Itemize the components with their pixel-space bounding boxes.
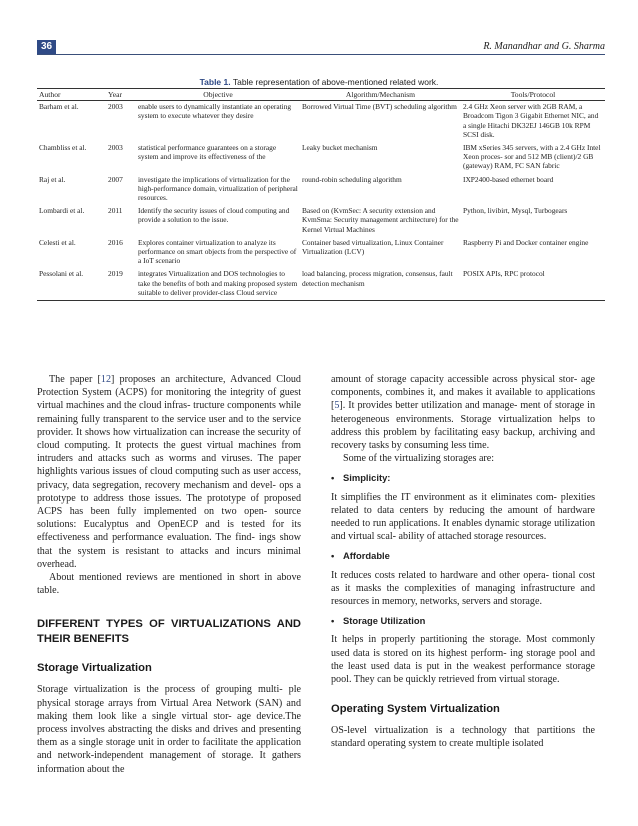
cell-algorithm: load balancing, process migration, consensus, fault detection mechanism [300, 268, 461, 300]
bullet-body: It reduces costs related to hardware and other opera- tional cost as it masks the complexities of managing infrastructure and resources in memory, networks, servers and storage. [331, 569, 595, 608]
table-row [37, 268, 605, 300]
bullet-item [331, 614, 595, 627]
cell-objective: investigate the implications of virtualization for the high-performance domain, virtualization of peripheral resources. [138, 174, 298, 203]
bullet-body: It helps in properly partitioning the storage. Most commonly used data is stored on its highest perform- ing storage pool and the least used data is put in the weakest performance storage pool. They can be quickly retrieved from virtual storage. [331, 634, 595, 686]
bullet-item [331, 549, 595, 562]
table-caption-label: Table 1. [199, 77, 231, 87]
page-number: 36 [37, 40, 56, 54]
cell-objective: Identify the security issues of cloud computing and provide a solution to the issue. [138, 206, 290, 225]
cell-algorithm: Leaky bucket mechanism [302, 143, 378, 153]
subsection-heading-os: Operating System Virtualization [331, 703, 500, 716]
subsection-heading-storage: Storage Virtualization [37, 662, 152, 675]
col-header-algorithm: Algorithm/Mechanism [300, 89, 461, 101]
reviews-paragraph: About mentioned reviews are mentioned in short in above table. [37, 572, 301, 597]
intro-list-paragraph: Some of the virtualizing storages are: [343, 453, 495, 465]
os-paragraph: OS-level virtualization is a technology that partitions the standard operating system to create multiple isolated [331, 725, 595, 750]
cell-year: 2007 [108, 174, 123, 184]
section-heading: DIFFERENT TYPES OF VIRTUALIZATIONS AND THEIR BENEFITS [37, 618, 301, 646]
cell-author: Raj et al. [39, 174, 66, 184]
text-run: The paper [ [49, 374, 101, 385]
table-row [37, 237, 605, 269]
bullet-title: Storage Utilization [343, 615, 426, 627]
related-work-table [37, 88, 605, 301]
table-caption [0, 77, 638, 87]
bullet-icon: • [331, 550, 335, 562]
right-column [331, 373, 595, 751]
cell-author: Chambliss et al. [39, 143, 87, 153]
citation-link[interactable]: 5 [334, 400, 340, 412]
cell-tools: IXP2400-based ethernet board [463, 174, 554, 184]
storage-continuation-paragraph [331, 373, 595, 452]
cell-algorithm: Borrowed Virtual Time (BVT) scheduling algorithm [302, 102, 457, 112]
running-head: R. Manandhar and G. Sharma [483, 41, 605, 52]
table-row [37, 205, 605, 237]
bullet-title: Affordable [343, 550, 390, 562]
cell-algorithm: Based on (KvmSec: A security extension and KvmSma: Security management architecture) for the Kernel Virtual Machines [302, 206, 459, 234]
cell-year: 2016 [108, 237, 123, 247]
col-header-tools: Tools/Protocol [461, 89, 605, 101]
citation-link[interactable]: 12 [100, 374, 111, 385]
table-row [37, 101, 605, 142]
cell-year: 2003 [108, 143, 123, 153]
cell-author: Celesti et al. [39, 237, 76, 247]
cell-author: Barham et al. [39, 102, 79, 112]
bullet-title: Simplicity: [343, 472, 391, 484]
left-column [37, 373, 301, 776]
col-header-author: Author [37, 89, 106, 101]
cell-objective: statistical performance guarantees on a storage system and improve its effectiveness of the [138, 143, 277, 162]
cell-tools: IBM xSeries 345 servers, with a 2.4 GHz Intel Xeon proces- sor and 512 MB (client)/2 GB (gateway) RAM, FC SAN fabric [463, 143, 601, 171]
text-run: ]. It provides better utilization and manage- ment of storage in heterogeneous environments. Storage virtualization helps to address this problem by facilitating easy backup, archiving and recovery tasks by consuming less time. [331, 400, 595, 452]
cell-objective: integrates Virtualization and DOS technologies to take the benefits of both and making proposed system suitable to deliver provider-class Cloud service [136, 268, 300, 300]
bullet-body: It simplifies the IT environment as it eliminates com- plexities related to data centers by reducing the amount of hardware needed to run applications. It enables dynamic storage utilization and virtual scal- ability of attached storage resources. [331, 491, 595, 543]
cell-algorithm: Container based virtualization, Linux Container Virtualization (LCV) [302, 237, 444, 257]
cell-author: Pessolani et al. [37, 268, 106, 300]
text-run: ] proposes an architecture, Advanced Cloud Protection System (ACPS) for monitoring the integrity of guest virtual machines and the cloud infras- tructure components while remaining fully transparent to the service user and to the service provider. It shows how virtualization can increase the security of cloud computing. It protects the guest virtual machines from intruders and attacks such as worms and viruses. The paper highlights various issues of cloud computing such as user access, privacy, data segregation, recovery mechanism and devel- ops a prototype to address those issues. The prototype of proposed ACPS has been fully implemented on two open- source solutions: Eucalyptus and OpenECP and is tested for its effectiveness and performance evaluation. The find- ings show that the system is resistant to attacks and incurs minimal overhead. [37, 374, 301, 570]
bullet-icon: • [331, 615, 335, 627]
col-header-objective: Objective [136, 89, 300, 101]
table-caption-text: Table representation of above-mentioned related work. [232, 77, 439, 87]
cell-year: 2019 [106, 268, 136, 300]
cell-algorithm: round-robin scheduling algorithm [302, 174, 402, 184]
bullet-item [331, 471, 595, 484]
cell-tools: POSIX APIs, RPC protocol [461, 268, 605, 300]
table-row [37, 174, 605, 206]
cell-tools: 2.4 GHz Xeon server with 2GB RAM, a Broadcom Tigon 3 Gigabit Ethernet NIC, and a single Hitachi DK32EJ 146GB 10k RPM SCSI disk. [463, 102, 599, 139]
page-header [37, 40, 605, 55]
cell-objective: enable users to dynamically instantiate an operating system to execute whatever they desire [138, 102, 292, 121]
col-header-year: Year [106, 89, 136, 101]
cell-author: Lombardi et al. [39, 206, 85, 216]
table-header-row [37, 89, 605, 101]
cell-tools: Raspberry Pi and Docker container engine [463, 237, 589, 247]
text-run: amount of storage capacity accessible across physical stor- age components, combines it, and makes it available to applications [ [331, 374, 595, 412]
acps-paragraph [37, 373, 301, 571]
cell-objective: Explores container virtualization to analyze its performance on smart objects from the perspective of a IoT scenario [138, 237, 297, 266]
cell-year: 2011 [108, 206, 123, 216]
bullet-icon: • [331, 472, 335, 484]
cell-tools: Python, livibirt, Mysql, Turbogears [463, 206, 568, 216]
cell-year: 2003 [108, 102, 123, 112]
storage-paragraph: Storage virtualization is the process of grouping multi- ple physical storage arrays from Virtual Area Network (SAN) and making them look like a single virtual stor- age device.The process involves abstracting the disks and drives and presenting them as a single storage unit in order to facilitate the application and network-independent management of storage. It gathers information about the [37, 684, 301, 775]
table-row [37, 142, 605, 174]
